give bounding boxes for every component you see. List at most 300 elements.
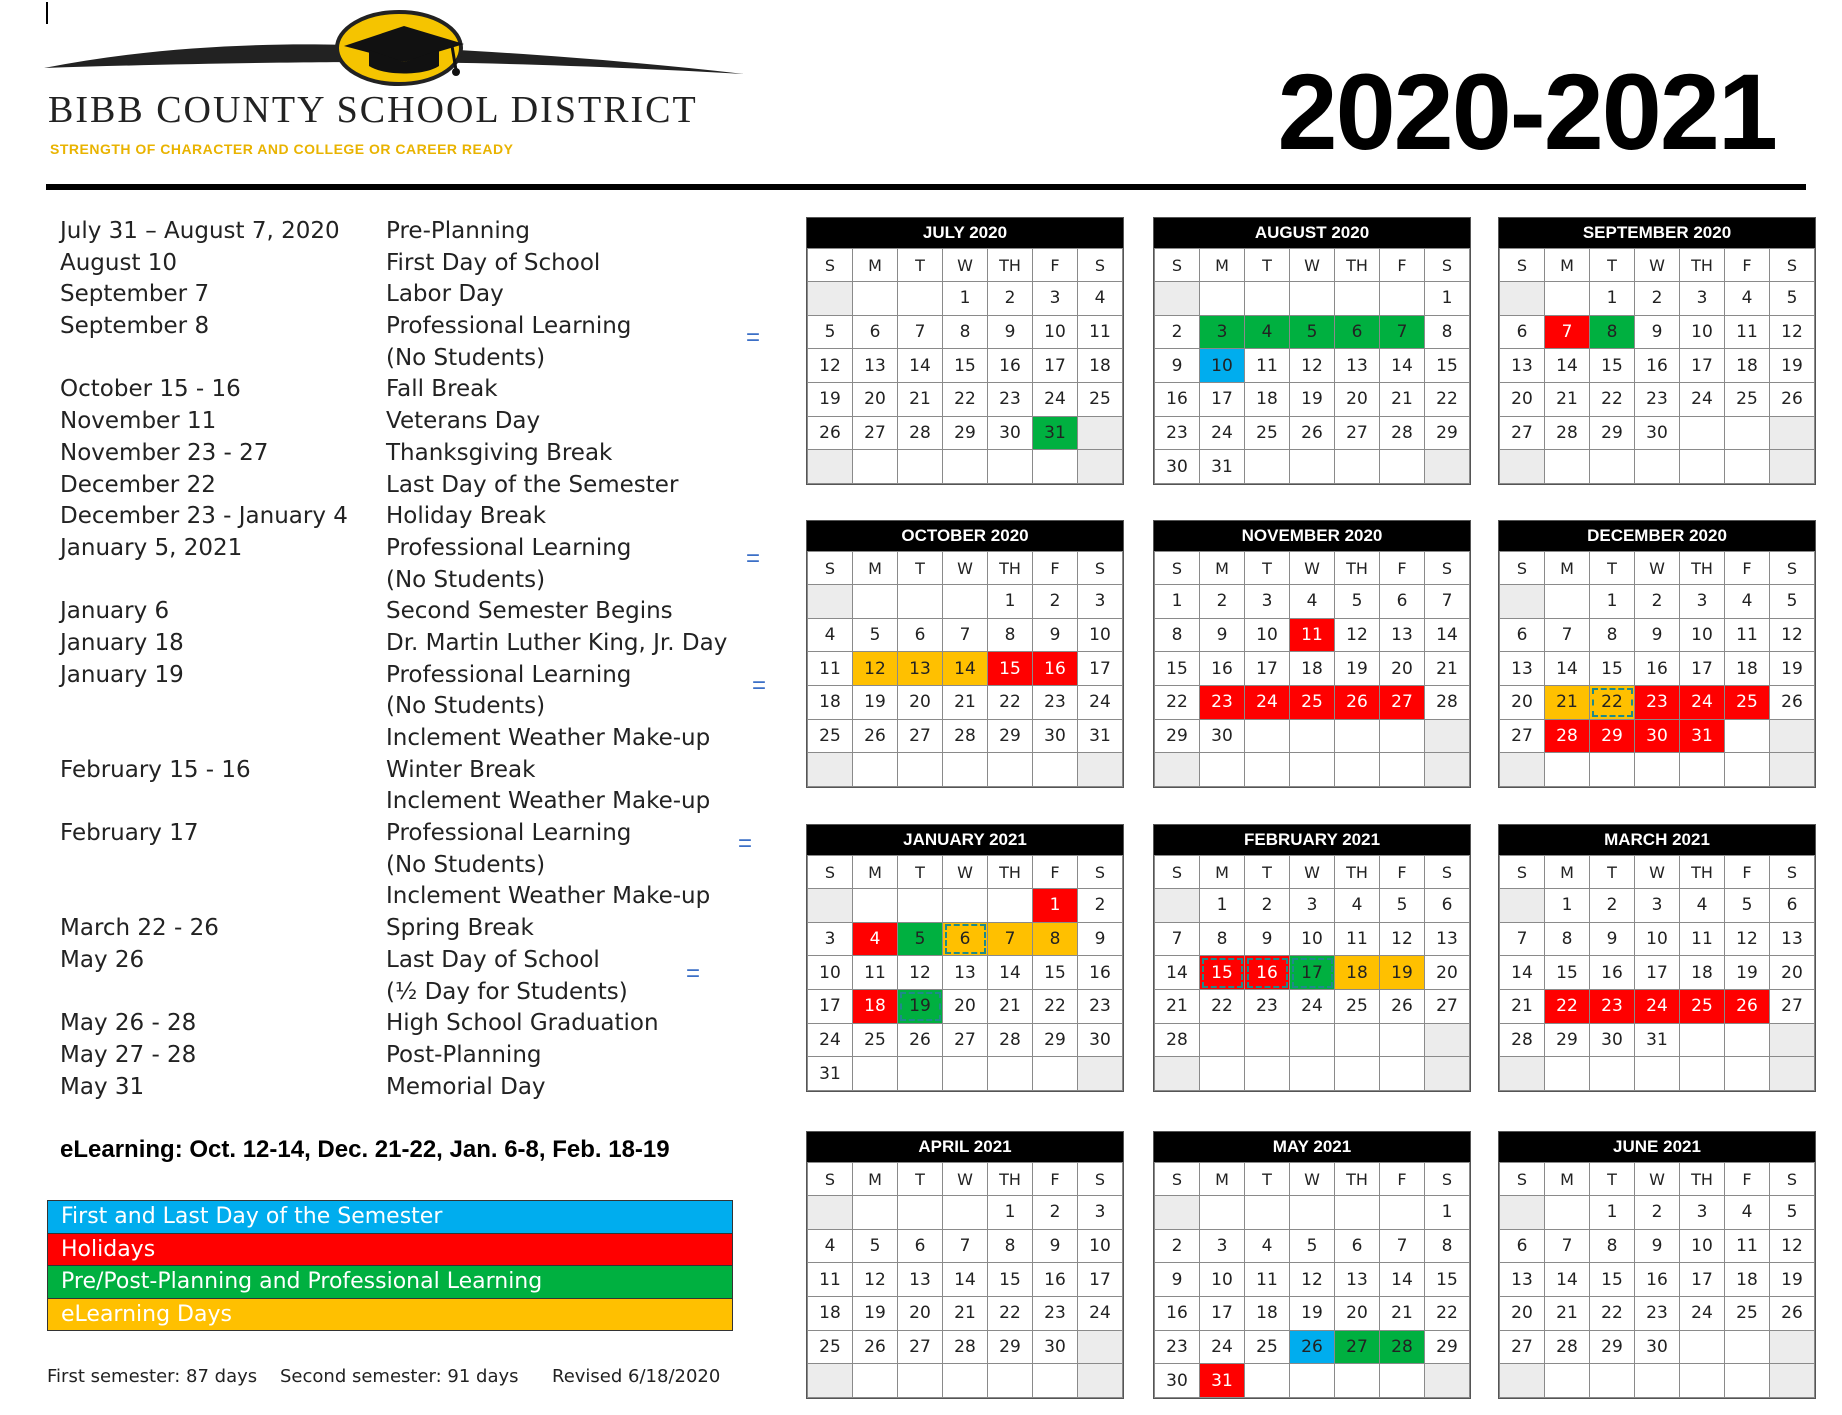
calendar-day: 22 xyxy=(1155,686,1200,720)
calendar-day: 19 xyxy=(1770,1263,1815,1297)
event-row xyxy=(60,472,740,504)
calendar-day: 3 xyxy=(1680,282,1725,316)
calendar-day: 10 xyxy=(1200,349,1245,383)
calendar-day: 7 xyxy=(1545,315,1590,349)
event-date: December 23 - January 4 xyxy=(60,503,348,530)
weekday-header: W xyxy=(1290,552,1335,585)
calendar-day: 9 xyxy=(988,315,1033,349)
empty-day-cell xyxy=(1245,719,1290,753)
calendar-day: 13 xyxy=(898,652,943,686)
weekday-header: F xyxy=(1380,249,1425,282)
graduation-cap-logo xyxy=(44,6,744,156)
empty-day-cell xyxy=(1725,416,1770,450)
calendar-day: 7 xyxy=(1380,315,1425,349)
first-semester-days: First semester: 87 days xyxy=(47,1366,258,1387)
calendar-day: 26 xyxy=(1290,1330,1335,1364)
calendar-day: 22 xyxy=(1590,1297,1635,1331)
calendar-day: 14 xyxy=(1425,618,1470,652)
empty-day-cell xyxy=(988,753,1033,787)
calendar-day: 28 xyxy=(898,416,943,450)
event-row xyxy=(60,1010,740,1042)
event-row xyxy=(60,440,740,472)
weekday-header: S xyxy=(1770,249,1815,282)
weekday-header: M xyxy=(1200,552,1245,585)
calendar-day: 20 xyxy=(1380,652,1425,686)
weekday-header: S xyxy=(1770,856,1815,889)
calendar-day: 21 xyxy=(898,383,943,417)
weekday-header: S xyxy=(808,856,853,889)
calendar-day: 16 xyxy=(988,349,1033,383)
event-name: Dr. Martin Luther King, Jr. Day xyxy=(386,629,728,656)
weekday-header: W xyxy=(1290,856,1335,889)
calendar-day: 30 xyxy=(1033,719,1078,753)
weekday-header: W xyxy=(1290,1163,1335,1196)
weekday-header: F xyxy=(1725,1163,1770,1196)
calendar-day: 7 xyxy=(1545,1229,1590,1263)
calendar-day: 16 xyxy=(1635,1263,1680,1297)
event-date: January 18 xyxy=(60,629,184,656)
calendar-day: 27 xyxy=(1500,1330,1545,1364)
calendar-day: 14 xyxy=(1545,349,1590,383)
calendar-day: 6 xyxy=(1770,889,1815,923)
calendar-day: 13 xyxy=(1770,922,1815,956)
calendar-day: 18 xyxy=(1245,383,1290,417)
calendar-day: 16 xyxy=(1635,349,1680,383)
empty-day-cell xyxy=(1155,1196,1200,1230)
calendar-day: 18 xyxy=(1725,1263,1770,1297)
weekday-header: F xyxy=(1725,249,1770,282)
empty-day-cell xyxy=(1770,753,1815,787)
calendar-day: 28 xyxy=(1545,1330,1590,1364)
calendar-day: 21 xyxy=(1545,686,1590,720)
equals-mark: = xyxy=(746,324,761,351)
calendar-day: 15 xyxy=(1033,956,1078,990)
weekday-header: TH xyxy=(1680,1163,1725,1196)
calendar-day: 14 xyxy=(1545,1263,1590,1297)
weekday-header: TH xyxy=(1680,552,1725,585)
calendar-day: 19 xyxy=(1725,956,1770,990)
calendar-day: 4 xyxy=(1680,889,1725,923)
empty-day-cell xyxy=(1545,753,1590,787)
legend-item: First and Last Day of the Semester xyxy=(48,1201,732,1234)
empty-day-cell xyxy=(1770,1330,1815,1364)
calendar-day: 30 xyxy=(1078,1023,1123,1057)
calendar-day: 8 xyxy=(943,315,988,349)
empty-day-cell xyxy=(853,450,898,484)
empty-day-cell xyxy=(1078,753,1123,787)
month-title: DECEMBER 2020 xyxy=(1499,521,1815,551)
empty-day-cell xyxy=(1290,719,1335,753)
calendar-day: 19 xyxy=(808,383,853,417)
calendar-day: 17 xyxy=(1078,652,1123,686)
calendar-day: 19 xyxy=(1770,349,1815,383)
empty-day-cell xyxy=(1770,1057,1815,1091)
empty-day-cell xyxy=(1245,282,1290,316)
event-name: Professional Learning xyxy=(386,661,632,688)
legend-item: Holidays xyxy=(48,1234,732,1267)
calendar-day: 29 xyxy=(1425,1330,1470,1364)
weekday-header: W xyxy=(943,856,988,889)
empty-day-cell xyxy=(898,450,943,484)
empty-day-cell xyxy=(1290,1364,1335,1398)
empty-day-cell xyxy=(988,1057,1033,1091)
weekday-header: TH xyxy=(1335,1163,1380,1196)
calendar-day: 6 xyxy=(898,1229,943,1263)
month-title: AUGUST 2020 xyxy=(1154,218,1470,248)
calendar-day: 29 xyxy=(1590,416,1635,450)
calendar-day: 17 xyxy=(1033,349,1078,383)
empty-day-cell xyxy=(988,1364,1033,1398)
calendar-day: 16 xyxy=(1033,652,1078,686)
calendar-day: 28 xyxy=(943,1330,988,1364)
empty-day-cell xyxy=(898,1196,943,1230)
month-calendar xyxy=(1153,520,1471,788)
calendar-day: 12 xyxy=(898,956,943,990)
empty-day-cell xyxy=(853,753,898,787)
calendar-day: 17 xyxy=(1290,956,1335,990)
empty-day-cell xyxy=(1380,1364,1425,1398)
calendar-day: 9 xyxy=(1635,1229,1680,1263)
empty-day-cell xyxy=(1425,1364,1470,1398)
calendar-day: 22 xyxy=(1425,1297,1470,1331)
calendar-day: 27 xyxy=(1770,990,1815,1024)
weekday-header: S xyxy=(1155,1163,1200,1196)
calendar-day: 12 xyxy=(1770,1229,1815,1263)
event-date: January 6 xyxy=(60,598,170,625)
calendar-day: 18 xyxy=(1245,1297,1290,1331)
calendar-day: 3 xyxy=(1033,282,1078,316)
weekday-header: S xyxy=(1425,552,1470,585)
empty-day-cell xyxy=(1545,282,1590,316)
empty-day-cell xyxy=(1290,1023,1335,1057)
event-row xyxy=(60,757,740,789)
event-row xyxy=(60,693,740,725)
calendar-day: 14 xyxy=(943,1263,988,1297)
weekday-header: M xyxy=(1545,552,1590,585)
calendar-day: 29 xyxy=(1155,719,1200,753)
elearning-note: eLearning: Oct. 12-14, Dec. 21-22, Jan. 6-8, Feb. 18-19 xyxy=(60,1136,670,1163)
calendar-day: 20 xyxy=(943,990,988,1024)
calendar-day: 28 xyxy=(1425,686,1470,720)
calendar-day: 6 xyxy=(1380,585,1425,619)
weekday-header: W xyxy=(1635,856,1680,889)
weekday-header: TH xyxy=(1335,552,1380,585)
calendar-day: 8 xyxy=(1425,1229,1470,1263)
month-title: FEBRUARY 2021 xyxy=(1154,825,1470,855)
calendar-day: 15 xyxy=(1200,956,1245,990)
calendar-day: 11 xyxy=(1245,349,1290,383)
empty-day-cell xyxy=(1290,1057,1335,1091)
event-row xyxy=(60,852,740,884)
calendar-day: 13 xyxy=(943,956,988,990)
empty-day-cell xyxy=(1500,1196,1545,1230)
weekday-header: F xyxy=(1725,856,1770,889)
event-name: Second Semester Begins xyxy=(386,598,673,625)
calendar-day: 21 xyxy=(988,990,1033,1024)
color-legend xyxy=(47,1200,733,1331)
month-title: OCTOBER 2020 xyxy=(807,521,1123,551)
calendar-day: 27 xyxy=(1335,416,1380,450)
empty-day-cell xyxy=(808,585,853,619)
month-title: JUNE 2021 xyxy=(1499,1132,1815,1162)
calendar-day: 10 xyxy=(1635,922,1680,956)
calendar-day: 29 xyxy=(1545,1023,1590,1057)
calendar-day: 28 xyxy=(1380,416,1425,450)
calendar-day: 18 xyxy=(1680,956,1725,990)
calendar-day: 22 xyxy=(1545,990,1590,1024)
calendar-day: 14 xyxy=(988,956,1033,990)
calendar-day: 16 xyxy=(1155,383,1200,417)
calendar-day: 1 xyxy=(1590,282,1635,316)
month-title: MARCH 2021 xyxy=(1499,825,1815,855)
empty-day-cell xyxy=(1245,1023,1290,1057)
empty-day-cell xyxy=(1155,282,1200,316)
calendar-day: 10 xyxy=(1078,618,1123,652)
event-date: November 11 xyxy=(60,408,217,435)
empty-day-cell xyxy=(1200,1023,1245,1057)
event-row xyxy=(60,345,740,377)
calendar-day: 26 xyxy=(1725,990,1770,1024)
calendar-day: 1 xyxy=(1590,585,1635,619)
calendar-day: 15 xyxy=(988,652,1033,686)
empty-day-cell xyxy=(1635,450,1680,484)
calendar-day: 13 xyxy=(1335,349,1380,383)
calendar-day: 28 xyxy=(1545,416,1590,450)
calendar-day: 20 xyxy=(1335,383,1380,417)
event-name: Professional Learning xyxy=(386,820,632,847)
calendar-day: 16 xyxy=(1590,956,1635,990)
weekday-header: S xyxy=(808,249,853,282)
calendar-day: 23 xyxy=(1635,686,1680,720)
event-name: Inclement Weather Make-up xyxy=(386,788,711,815)
empty-day-cell xyxy=(1545,450,1590,484)
calendar-day: 23 xyxy=(1033,1297,1078,1331)
month-calendar xyxy=(806,217,1124,485)
calendar-day: 14 xyxy=(1380,1263,1425,1297)
calendar-day: 23 xyxy=(1155,1330,1200,1364)
event-name: (No Students) xyxy=(386,344,546,371)
weekday-header: S xyxy=(808,1163,853,1196)
calendar-day: 31 xyxy=(1680,719,1725,753)
empty-day-cell xyxy=(1078,1330,1123,1364)
calendar-day: 27 xyxy=(1380,686,1425,720)
calendar-day: 23 xyxy=(1635,383,1680,417)
month-title: APRIL 2021 xyxy=(807,1132,1123,1162)
calendar-day: 9 xyxy=(1200,618,1245,652)
calendar-day: 14 xyxy=(1500,956,1545,990)
calendar-day: 28 xyxy=(1155,1023,1200,1057)
calendar-day: 18 xyxy=(1725,349,1770,383)
event-name: Professional Learning xyxy=(386,534,632,561)
weekday-header: W xyxy=(1290,249,1335,282)
calendar-day: 30 xyxy=(1635,1330,1680,1364)
calendar-day: 5 xyxy=(808,315,853,349)
revised-date: Revised 6/18/2020 xyxy=(552,1366,721,1387)
calendar-day: 1 xyxy=(1425,282,1470,316)
empty-day-cell xyxy=(1290,1196,1335,1230)
calendar-day: 29 xyxy=(988,719,1033,753)
calendar-day: 5 xyxy=(1725,889,1770,923)
calendar-day: 11 xyxy=(808,1263,853,1297)
calendar-day: 9 xyxy=(1155,349,1200,383)
event-date: December 22 xyxy=(60,471,216,498)
weekday-header: S xyxy=(1155,856,1200,889)
equals-mark: = xyxy=(738,830,753,857)
calendar-day: 10 xyxy=(808,956,853,990)
empty-day-cell xyxy=(1335,450,1380,484)
empty-day-cell xyxy=(1635,1364,1680,1398)
weekday-header: S xyxy=(1078,249,1123,282)
calendar-day: 10 xyxy=(1680,618,1725,652)
calendar-day: 17 xyxy=(1680,1263,1725,1297)
weekday-header: F xyxy=(1725,552,1770,585)
weekday-header: M xyxy=(853,249,898,282)
weekday-header: M xyxy=(853,1163,898,1196)
calendar-day: 26 xyxy=(1770,686,1815,720)
calendar-day: 31 xyxy=(1078,719,1123,753)
weekday-header: T xyxy=(898,249,943,282)
weekday-header: S xyxy=(1155,552,1200,585)
calendar-day: 20 xyxy=(898,1297,943,1331)
calendar-day: 4 xyxy=(808,618,853,652)
calendar-day: 22 xyxy=(1200,990,1245,1024)
empty-day-cell xyxy=(1155,1057,1200,1091)
calendar-day: 11 xyxy=(1725,1229,1770,1263)
empty-day-cell xyxy=(1545,585,1590,619)
calendar-day: 24 xyxy=(1680,1297,1725,1331)
calendar-day: 7 xyxy=(1500,922,1545,956)
calendar-day: 20 xyxy=(853,383,898,417)
weekday-header: M xyxy=(1545,1163,1590,1196)
weekday-header: W xyxy=(1635,249,1680,282)
weekday-header: F xyxy=(1033,249,1078,282)
calendar-day: 18 xyxy=(1290,652,1335,686)
calendar-day: 20 xyxy=(1500,1297,1545,1331)
empty-day-cell xyxy=(988,450,1033,484)
calendar-day: 20 xyxy=(1425,956,1470,990)
calendar-day: 5 xyxy=(1380,889,1425,923)
empty-day-cell xyxy=(943,450,988,484)
calendar-day: 5 xyxy=(853,1229,898,1263)
calendar-day: 15 xyxy=(943,349,988,383)
empty-day-cell xyxy=(1380,753,1425,787)
weekday-header: S xyxy=(1078,552,1123,585)
event-date: March 22 - 26 xyxy=(60,915,219,942)
empty-day-cell xyxy=(1425,1057,1470,1091)
event-row xyxy=(60,535,740,567)
school-year-title: 2020-2021 xyxy=(1277,51,1776,172)
month-calendar xyxy=(1153,217,1471,485)
calendar-day: 2 xyxy=(1033,1196,1078,1230)
event-date: November 23 - 27 xyxy=(60,439,269,466)
empty-day-cell xyxy=(1680,416,1725,450)
month-title: JANUARY 2021 xyxy=(807,825,1123,855)
calendar-day: 1 xyxy=(988,585,1033,619)
event-row xyxy=(60,250,740,282)
empty-day-cell xyxy=(898,1057,943,1091)
empty-day-cell xyxy=(898,585,943,619)
calendar-day: 19 xyxy=(1380,956,1425,990)
calendar-day: 30 xyxy=(1590,1023,1635,1057)
event-name: Memorial Day xyxy=(386,1073,546,1100)
event-name: Winter Break xyxy=(386,756,536,783)
empty-day-cell xyxy=(1680,1057,1725,1091)
calendar-day: 10 xyxy=(1290,922,1335,956)
calendar-day: 23 xyxy=(1590,990,1635,1024)
empty-day-cell xyxy=(1033,1364,1078,1398)
weekday-header: T xyxy=(1590,552,1635,585)
weekday-header: M xyxy=(1545,249,1590,282)
calendar-day: 24 xyxy=(1078,686,1123,720)
event-row xyxy=(60,376,740,408)
calendar-day: 15 xyxy=(1155,652,1200,686)
event-name: Veterans Day xyxy=(386,408,541,435)
calendar-day: 8 xyxy=(1155,618,1200,652)
calendar-day: 4 xyxy=(853,922,898,956)
event-date: August 10 xyxy=(60,249,178,276)
district-tagline: STRENGTH OF CHARACTER AND COLLEGE OR CAREER READY xyxy=(50,141,514,157)
calendar-day: 13 xyxy=(853,349,898,383)
weekday-header: M xyxy=(853,552,898,585)
calendar-day: 9 xyxy=(1033,1229,1078,1263)
calendar-day: 25 xyxy=(1725,383,1770,417)
empty-day-cell xyxy=(1725,1057,1770,1091)
calendar-day: 13 xyxy=(1500,1263,1545,1297)
calendar-day: 10 xyxy=(1245,618,1290,652)
calendar-day: 15 xyxy=(1590,652,1635,686)
calendar-day: 26 xyxy=(1770,1297,1815,1331)
calendar-day: 30 xyxy=(1635,416,1680,450)
calendar-day: 30 xyxy=(1033,1330,1078,1364)
event-row xyxy=(60,408,740,440)
calendar-day: 25 xyxy=(1290,686,1335,720)
weekday-header: TH xyxy=(1680,856,1725,889)
calendar-day: 23 xyxy=(1200,686,1245,720)
empty-day-cell xyxy=(898,282,943,316)
empty-day-cell xyxy=(1245,1196,1290,1230)
calendar-day: 31 xyxy=(1200,1364,1245,1398)
events-list xyxy=(60,218,740,1105)
event-date: September 7 xyxy=(60,281,210,308)
calendar-day: 30 xyxy=(988,416,1033,450)
calendar-day: 25 xyxy=(853,1023,898,1057)
empty-day-cell xyxy=(1200,282,1245,316)
calendar-day: 21 xyxy=(943,686,988,720)
calendar-day: 11 xyxy=(1078,315,1123,349)
calendar-day: 10 xyxy=(1680,1229,1725,1263)
empty-day-cell xyxy=(1290,753,1335,787)
event-row xyxy=(60,218,740,250)
empty-day-cell xyxy=(1290,282,1335,316)
empty-day-cell xyxy=(943,1057,988,1091)
calendar-day: 25 xyxy=(1245,416,1290,450)
calendar-day: 31 xyxy=(808,1057,853,1091)
weekday-header: TH xyxy=(1335,856,1380,889)
calendar-day: 10 xyxy=(1033,315,1078,349)
calendar-day: 15 xyxy=(1545,956,1590,990)
calendar-day: 11 xyxy=(1290,618,1335,652)
calendar-day: 6 xyxy=(1425,889,1470,923)
calendar-day: 2 xyxy=(1078,889,1123,923)
calendar-day: 11 xyxy=(1725,618,1770,652)
calendar-day: 22 xyxy=(1590,686,1635,720)
weekday-header: W xyxy=(943,249,988,282)
empty-day-cell xyxy=(898,753,943,787)
empty-day-cell xyxy=(1425,1023,1470,1057)
empty-day-cell xyxy=(1200,1196,1245,1230)
calendar-day: 1 xyxy=(1590,1196,1635,1230)
calendar-day: 25 xyxy=(1725,686,1770,720)
